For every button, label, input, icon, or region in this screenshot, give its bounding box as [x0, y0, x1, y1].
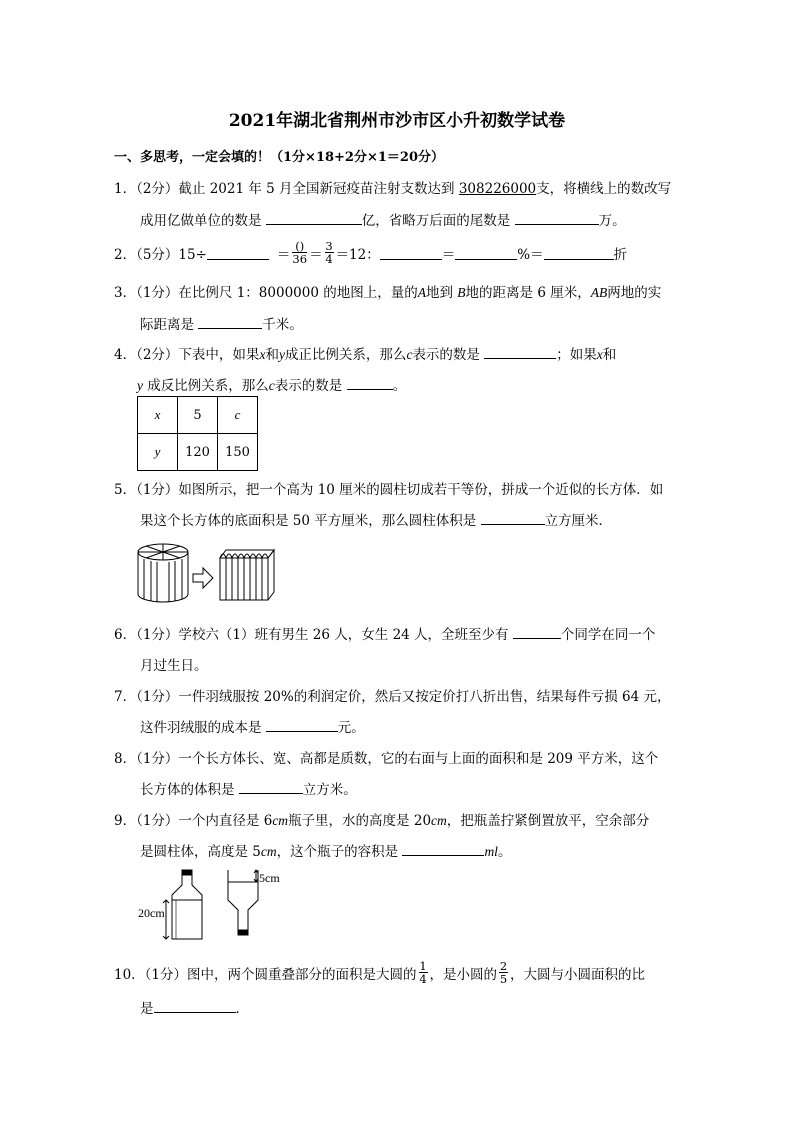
- q10-fraction-2: $\frac{2}{5}$: [499, 959, 508, 986]
- q4-var: y: [278, 347, 285, 362]
- q4-text: 。: [392, 378, 407, 394]
- table-row: [138, 397, 258, 434]
- table-cell: 150: [218, 434, 258, 471]
- question-8-line-1: [114, 747, 658, 767]
- q10-text: 是: [140, 1001, 154, 1017]
- question-3-line-2: [140, 313, 303, 333]
- q3-text: 3．（1分）在比例尺 1：8000000 的地图上，量的: [114, 285, 418, 301]
- q4-text: ；如果: [556, 347, 597, 363]
- q10-text: ，是小圆的: [429, 966, 498, 983]
- q3-var: AB: [590, 285, 608, 300]
- question-5-line-1: [114, 478, 663, 498]
- question-4-line-2: [137, 374, 406, 394]
- q9-text: 9．（1分）一个内直径是 6: [114, 813, 273, 829]
- q1-blank-2[interactable]: [515, 210, 599, 225]
- q8-blank[interactable]: [239, 779, 303, 794]
- q8-text: 长方体的体积是: [140, 782, 235, 798]
- table-row: [138, 434, 258, 471]
- q9-unit: ml: [484, 844, 498, 859]
- q8-text: 立方米。: [302, 782, 357, 798]
- q2-text: 折: [613, 246, 628, 263]
- q4-text: 表示的数是: [412, 347, 480, 363]
- question-1-line-2: [140, 209, 626, 229]
- cuboid-icon: [220, 550, 274, 600]
- q10-text: ．: [235, 1001, 249, 1017]
- q10-fraction-1: $\frac{1}{4}$: [419, 959, 427, 986]
- upright-bottle-icon: [163, 870, 202, 939]
- cylinder-icon: [138, 544, 188, 602]
- q4-var: x: [596, 347, 603, 362]
- q2-blank-1[interactable]: [207, 245, 269, 260]
- page-title: 2021年湖北省荆州市沙市区小升初数学试卷: [228, 111, 566, 131]
- q2-blank-3[interactable]: [455, 245, 517, 260]
- q2-text: ＝12：: [335, 246, 380, 263]
- q3-text: 际距离是: [140, 317, 194, 333]
- q6-text: 6．（1分）学校六（1）班有男生 26 人，女生 24 人，全班至少有: [114, 627, 509, 643]
- q6-blank[interactable]: [513, 624, 561, 639]
- q9-text: ，这个瓶子的容积是: [276, 844, 399, 860]
- question-7-line-1: [114, 685, 671, 705]
- q9-text: 。: [497, 844, 512, 860]
- question-10-line-1: [114, 960, 645, 985]
- q2-text: ＝: [441, 246, 456, 263]
- q3-text: 地到: [425, 285, 453, 301]
- q4-text: 和: [602, 347, 617, 363]
- section-heading: 一、多思考，一定会填的！（1分×18+2分×1＝20分）: [114, 150, 444, 165]
- q4-blank-1[interactable]: [484, 344, 556, 359]
- q7-text: 这件羽绒服的成本是: [140, 720, 262, 736]
- q5-blank[interactable]: [481, 510, 545, 525]
- q1-blank-1[interactable]: [266, 210, 362, 225]
- q7-text: 7．（1分）一件羽绒服按 20%的利润定价，然后又按定价打八折出售，结果每件亏损 64 元，: [114, 689, 671, 705]
- q4-var: c: [268, 378, 275, 393]
- bottle-figure: [136, 868, 296, 944]
- q10-text: ，大圆与小圆面积的比: [510, 966, 646, 983]
- q4-text: 表示的数是: [274, 378, 343, 394]
- q1-text: 成用亿做单位的数是: [140, 213, 262, 229]
- q4-var: x: [259, 347, 266, 362]
- q4-text: 和: [265, 347, 279, 363]
- q9-blank[interactable]: [402, 841, 484, 856]
- q2-text: ＝: [309, 246, 323, 263]
- q9-unit: cm: [431, 813, 447, 828]
- arrow-right-icon: [193, 568, 213, 588]
- q9-label-5cm: 5cm: [259, 871, 280, 885]
- q6-text: 月过生日。: [140, 658, 208, 674]
- q2-blank-2[interactable]: [380, 245, 442, 260]
- q9-label-20cm: 20cm: [138, 906, 165, 920]
- q8-text: 8．（1分）一个长方体长、宽、高都是质数，它的右面与上面的面积和是 209 平方米，这个: [114, 751, 659, 767]
- q4-table: [137, 396, 258, 471]
- q2-text: ＝: [276, 246, 291, 263]
- q3-blank[interactable]: [198, 314, 262, 329]
- q2-text: 2．（5分）15÷: [114, 246, 207, 263]
- table-cell: x: [138, 397, 178, 434]
- q7-text: 元。: [337, 720, 365, 736]
- inverted-bottle-icon: [228, 870, 258, 935]
- q2-text: %＝: [517, 246, 544, 263]
- q3-text: 千米。: [262, 317, 303, 333]
- question-7-line-2: [140, 716, 365, 736]
- question-6-line-2: [140, 654, 208, 674]
- q9-unit: cm: [260, 844, 277, 859]
- question-1-line-1: [114, 177, 671, 197]
- q10-text: 10．（1分）图中，两个圆重叠部分的面积是大圆的: [114, 966, 417, 983]
- q1-text: 1．（2分）截止 2021 年 5 月全国新冠疫苗注射支数达到: [114, 181, 455, 197]
- q5-text: 立方厘米．: [544, 513, 613, 529]
- q3-var: B: [457, 285, 466, 300]
- question-9-line-1: [114, 809, 649, 829]
- question-6-line-1: [114, 623, 655, 643]
- q4-text: 4．（2分）下表中，如果: [114, 347, 260, 363]
- question-10-line-2: [140, 997, 249, 1017]
- q6-text: 个同学在同一个: [560, 627, 656, 643]
- q5-text: 5．（1分）如图所示，把一个高为 10 厘米的圆柱切成若干等份，拼成一个近似的长方体．如: [114, 482, 664, 498]
- question-9-line-2: [140, 840, 511, 860]
- question-4-line-1: [114, 343, 616, 363]
- q10-blank[interactable]: [154, 998, 236, 1013]
- q1-text: 万。: [598, 213, 626, 229]
- table-cell: 5: [178, 397, 218, 434]
- q2-fraction-2: $\frac{3}{4}$: [325, 239, 333, 266]
- table-cell: 120: [178, 434, 218, 471]
- q9-unit: cm: [272, 813, 289, 828]
- q1-text: 亿，省略万后面的尾数是: [361, 213, 511, 229]
- q9-text: ，把瓶盖拧紧倒置放平，空余部分: [446, 813, 650, 829]
- q4-var: c: [406, 347, 413, 362]
- q4-blank-2[interactable]: [347, 375, 393, 390]
- q4-text: 成正比例关系，那么: [284, 347, 407, 363]
- q4-var: y: [137, 378, 143, 393]
- question-8-line-2: [140, 778, 357, 798]
- q3-text: 地的距离是 6 厘米，: [465, 285, 591, 301]
- table-cell: y: [138, 434, 178, 471]
- q4-text: 成反比例关系，那么: [147, 378, 269, 394]
- question-3-line-1: [114, 281, 661, 301]
- q3-var: A: [417, 285, 426, 300]
- q9-text: 瓶子里，水的高度是 20: [288, 813, 432, 829]
- q1-text: 支，将横线上的数改写: [536, 181, 672, 197]
- cylinder-to-cuboid-figure: [136, 538, 286, 608]
- q9-text: 是圆柱体，高度是 5: [140, 844, 261, 860]
- q5-text: 果这个长方体的底面积是 50 平方厘米，那么圆柱体积是: [140, 513, 477, 529]
- q7-blank[interactable]: [266, 717, 338, 732]
- q3-text: 两地的实: [607, 285, 662, 301]
- table-cell: c: [218, 397, 258, 434]
- q2-fraction-1: $\frac{()}{36}$: [292, 239, 308, 266]
- q2-blank-4[interactable]: [544, 245, 614, 260]
- q1-underlined-number: 308226000: [458, 181, 537, 197]
- question-5-line-2: [140, 509, 612, 529]
- question-2: [114, 240, 627, 265]
